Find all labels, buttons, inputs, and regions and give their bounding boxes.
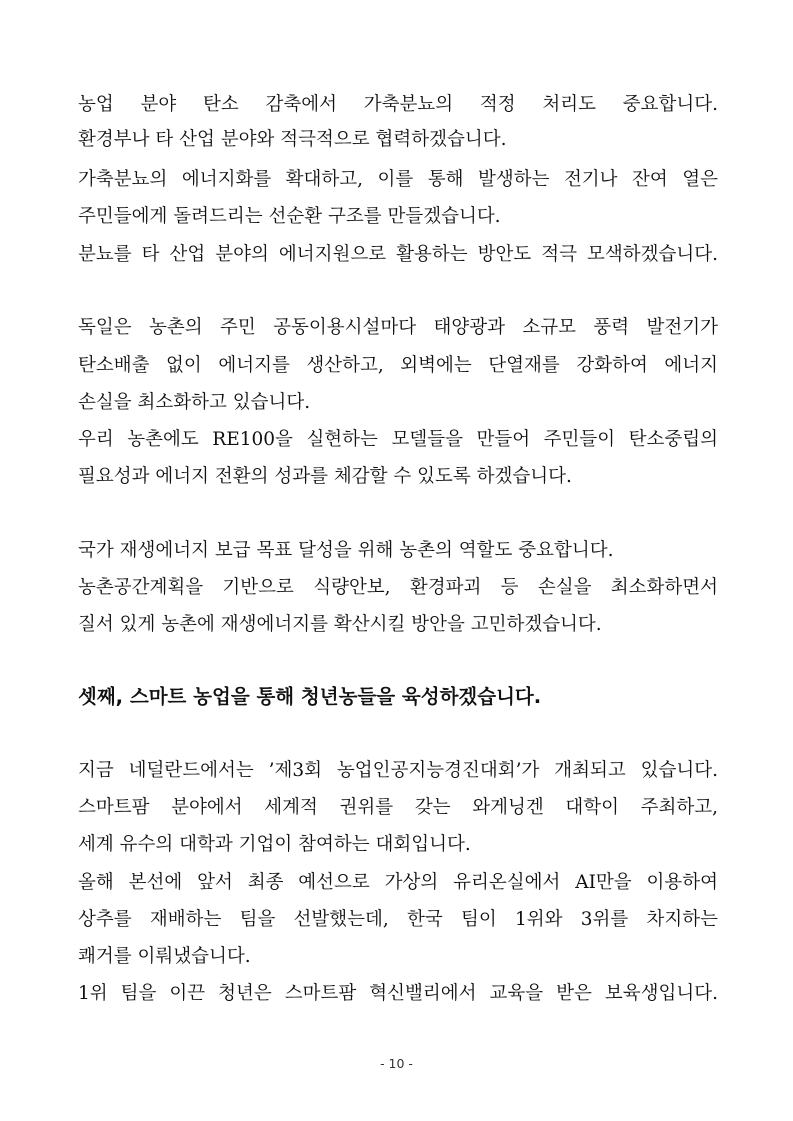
text-line: 농촌공간계획을 기반으로 식량안보, 환경파괴 등 손실을 최소화하면서 bbox=[78, 577, 718, 598]
text-line: 스마트팜 분야에서 세계적 권위를 갖는 와게닝겐 대학이 주최하고, bbox=[78, 797, 718, 818]
text-line: 필요성과 에너지 전환의 성과를 체감할 수 있도록 하겠습니다. bbox=[78, 466, 572, 487]
text-line: 우리 농촌에도 RE100을 실현하는 모델들을 만들어 주민들이 탄소중립의 bbox=[78, 429, 718, 450]
page-number: - 10 - bbox=[380, 1056, 413, 1071]
text-line: 농업 분야 탄소 감축에서 가축분뇨의 적정 처리도 중요합니다. bbox=[78, 94, 718, 115]
text-line: 1위 팀을 이끈 청년은 스마트팜 혁신밸리에서 교육을 받은 보육생입니다. bbox=[78, 983, 718, 1004]
text-line: 손실을 최소화하고 있습니다. bbox=[78, 392, 311, 413]
text-line: 분뇨를 타 산업 분야의 에너지원으로 활용하는 방안도 적극 모색하겠습니다. bbox=[78, 244, 718, 265]
text-line: 주민들에게 돌려드리는 선순환 구조를 만들겠습니다. bbox=[78, 206, 501, 227]
text-line: 상추를 재배하는 팀을 선발했는데, 한국 팀이 1위와 3위를 차지하는 bbox=[78, 909, 718, 930]
text-line: 쾌거를 이뤄냈습니다. bbox=[78, 946, 251, 967]
section-heading: 셋째, 스마트 농업을 통해 청년농들을 육성하겠습니다. bbox=[78, 685, 542, 708]
text-line: 올해 본선에 앞서 최종 예선으로 가상의 유리온실에서 AI만을 이용하여 bbox=[78, 872, 718, 893]
text-line: 세계 유수의 대학과 기업이 참여하는 대회입니다. bbox=[78, 834, 471, 855]
text-line: 환경부나 타 산업 분야와 적극적으로 협력하겠습니다. bbox=[78, 129, 507, 150]
text-line: 탄소배출 없이 에너지를 생산하고, 외벽에는 단열재를 강화하여 에너지 bbox=[78, 355, 718, 376]
text-line: 독일은 농촌의 주민 공동이용시설마다 태양광과 소규모 풍력 발전기가 bbox=[78, 317, 718, 338]
text-line: 질서 있게 농촌에 재생에너지를 확산시킬 방안을 고민하겠습니다. bbox=[78, 614, 602, 635]
text-line: 국가 재생에너지 보급 목표 달성을 위해 농촌의 역할도 중요합니다. bbox=[78, 540, 614, 561]
text-line: 지금 네덜란드에서는 ’제3회 농업인공지능경진대회’가 개최되고 있습니다. bbox=[78, 760, 718, 781]
text-line: 가축분뇨의 에너지화를 확대하고, 이를 통해 발생하는 전기나 잔여 열은 bbox=[78, 169, 718, 190]
